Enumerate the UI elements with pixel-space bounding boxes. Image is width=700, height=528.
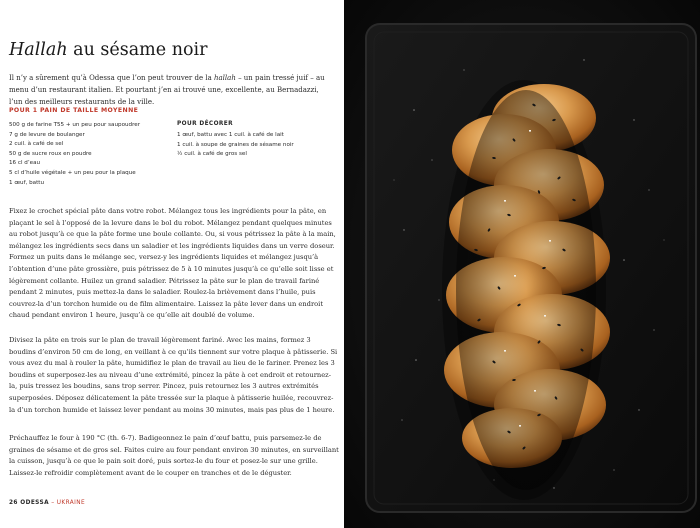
intro-italic: hallah [214,74,236,82]
folio-number: 26 ODESSA [9,500,49,506]
recipe-title-rest: au sésame noir [67,40,208,60]
topping-item: ½ cuil. à café de gros sel [177,151,247,158]
ingredient-item: 2 cuil. à café de sel [9,141,64,148]
recipe-title-italic: Hallah [9,40,68,60]
recipe-title [9,40,207,60]
topping-item: 1 œuf, battu avec 1 cuil. à café de lait [177,132,284,138]
page-folio [9,500,85,506]
recipe-yield: POUR 1 PAIN DE TAILLE MOYENNE [9,107,139,114]
challah-photo [344,0,700,528]
method-paragraph: Divisez la pâte en trois sur le plan de travail légèrement fariné. Avec les mains, formez 3 boudins d’environ 50 cm de long, en veillant à ce qu’ils tiennent sur votre plaque à pâtisserie. Si vous avez du mal à rouler la pâte, humidifiez le plan de travail au lieu de le fariner. Prenez les 3 boudins et superposez-les au niveau d’une extrémité, pincez la pâte à cet endroit et retournez-la, puis tressez les boudins, sans trop serrer. Pincez, puis retournez les 3 autres extrémités superposées. Déposez délicatement la pâte tressée sur la plaque à pâtisserie huilée, recouvrez-la d’un torchon humide et laissez lever pendant au moins 30 minutes, mais pas plus de 1 heure. [9,336,338,414]
topping-heading: POUR DÉCORER [177,121,234,127]
intro-text-2: – un pain tressé juif – au menu d’un restaurant italien. Et pourtant j’en ai trouvé une, excellente, au Bernadazzi, l’un des meilleurs restaurants de la ville. [9,74,325,106]
ingredient-item: 1 œuf, battu [9,179,45,186]
intro-text-1: Il n’y a sûrement qu’à Odessa que l’on peut trouver de la [9,74,214,82]
ingredient-item: 5 cl d’huile végétale + un peu pour la plaque [9,169,136,176]
method-paragraph: Préchauffez le four à 190 °C (th. 6-7). Badigeonnez le pain d’œuf battu, puis parsemez-le de graines de sésame et de gros sel. Faites cuire au four pendant environ 30 minutes, en surveillant la cuisson, jusqu’à ce que le pain soit doré, puis sortez-le du four et posez-le sur une grille. Laissez-le refroidir complètement avant de le couper en tranches et de le déguster. [9,434,339,477]
ingredients-list [9,121,179,188]
challah-photo-svg [344,0,700,528]
topping-list [177,131,337,160]
ingredient-item: 7 g de levure de boulanger [9,131,85,138]
ingredient-item: 16 cl d’eau [9,160,41,167]
recipe-page [0,0,344,528]
folio-section: UKRAINE [56,500,86,506]
recipe-intro [9,72,334,108]
ingredient-item: 50 g de sucre roux en poudre [9,150,92,157]
ingredient-item: 500 g de farine T55 + un peu pour saupoudrer [9,122,141,128]
topping-item: 1 cuil. à soupe de graines de sésame noir [177,141,294,148]
folio-separator: – [48,500,57,506]
method-paragraph: Fixez le crochet spécial pâte dans votre robot. Mélangez tous les ingrédients pour la pâte, en plaçant le sel à l’opposé de la levure dans le bol du robot. Mélangez pendant quelques minutes au robot jusqu’à ce que la pâte forme une boule collante. Ou, si vous pétrissez la pâte à la main, mélangez les ingrédients secs dans un saladier et les ingrédients liquides dans un verre doseur. Formez un puits dans le mélange sec, versez-y les ingrédients liquides et mélangez jusqu’à l’obtention d’une pâte grossière, puis pétrissez de 5 à 10 minutes jusqu’à ce qu’elle soit lisse et légèrement collante. Huilez un grand saladier. Pétrissez la pâte sur le plan de travail fariné pendant 2 minutes, puis mettez-la dans le saladier. Roulez-la brièvement dans l’huile, puis couvrez-la d’un torchon humide ou de film alimentaire. Laissez la pâte lever dans un endroit chaud pendant environ 1 heure, jusqu’à ce qu’elle ait doublé de volume. [9,207,336,320]
